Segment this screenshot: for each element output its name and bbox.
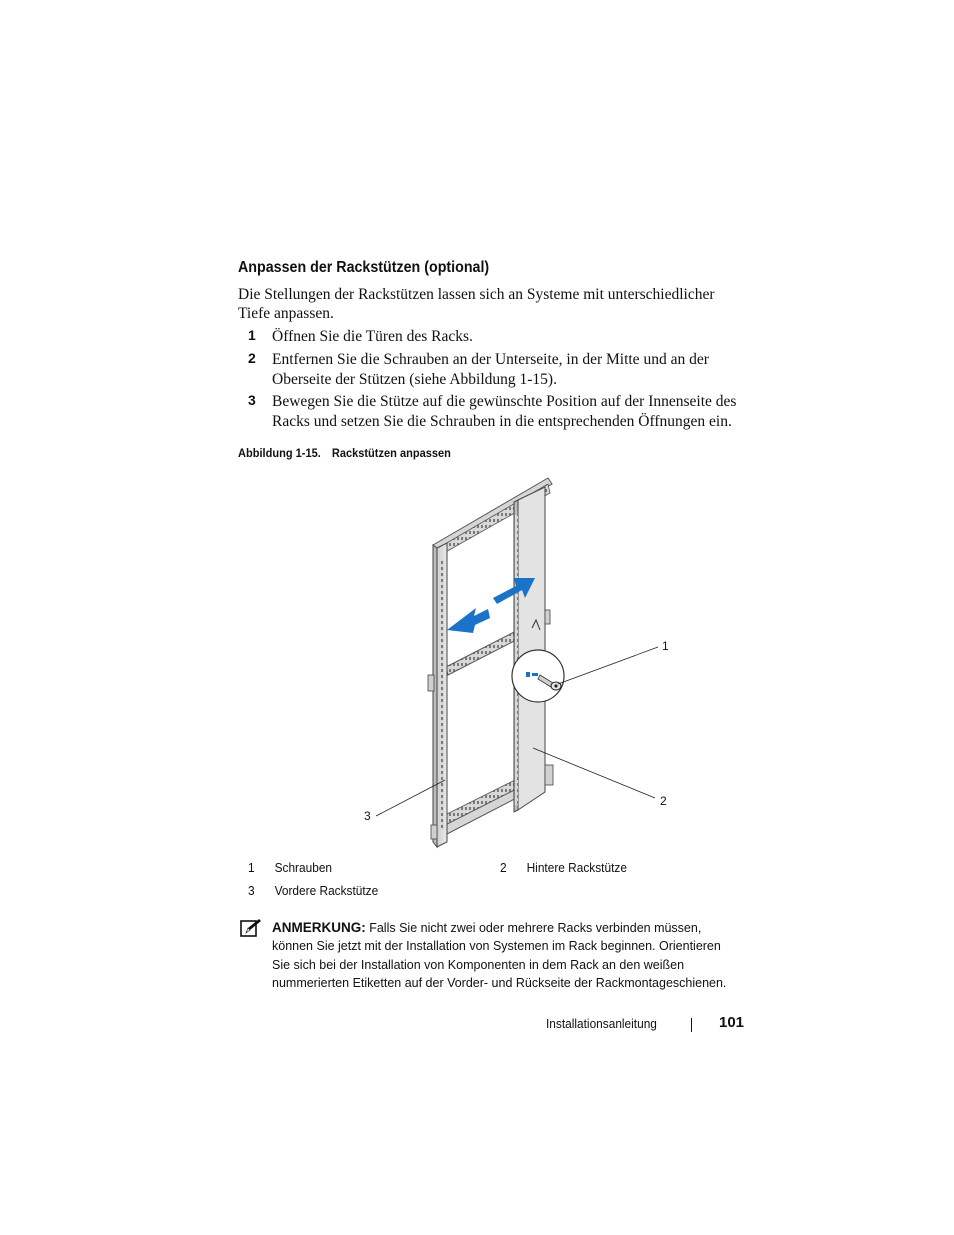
- middle-rail: [446, 628, 524, 675]
- step-text: Öffnen Sie die Türen des Racks.: [272, 328, 473, 345]
- callout-1: 1: [662, 639, 669, 653]
- intro-paragraph: Die Stellungen der Rackstützen lassen sich an Systeme mit unterschiedlicher Tiefe anpassen.: [238, 286, 715, 322]
- note-label: ANMERKUNG:: [272, 920, 366, 935]
- note-paragraph: [272, 919, 742, 992]
- rear-post: [518, 487, 545, 810]
- legend-item-1: [248, 861, 332, 875]
- legend-item-2: [500, 861, 627, 875]
- figure-caption: [238, 446, 451, 460]
- legend-number: 2: [500, 861, 507, 875]
- note-text: Falls Sie nicht zwei oder mehrere Racks verbinden müssen, können Sie jetzt mit der Installation von Systemen im Rack beginnen. Orientieren Sie sich bei der Installation von Komponenten in dem Rack an den weißen nummerierten Etiketten auf der Vorder- und Rückseite der Rackmontageschienen.: [272, 921, 727, 990]
- step-text: Entfernen Sie die Schrauben an der Unterseite, in der Mitte und an der Oberseite der Stützen (siehe Abbildung 1-15).: [272, 351, 709, 388]
- legend-number: 1: [248, 861, 255, 875]
- figure-number: Abbildung 1-15.: [238, 446, 321, 460]
- footer-separator: [691, 1018, 692, 1032]
- legend-label: Vordere Rackstütze: [274, 884, 379, 898]
- step-number: 2: [248, 350, 256, 366]
- step-text: Bewegen Sie die Stütze auf die gewünschte Position auf der Innenseite des Racks und setzen Sie die Schrauben in die entsprechenden Öffnungen ein.: [272, 393, 737, 430]
- legend-item-3: [248, 884, 378, 898]
- legend-label: Hintere Rackstütze: [526, 861, 627, 875]
- callout-3: 3: [364, 809, 371, 823]
- step-number: 1: [248, 327, 256, 343]
- legend-number: 3: [248, 884, 255, 898]
- legend-label: Schrauben: [274, 861, 333, 875]
- rack-post-illustration: [300, 470, 700, 860]
- callout-2: 2: [660, 794, 667, 808]
- section-heading: Anpassen der Rackstützen (optional): [238, 259, 490, 276]
- step-number: 3: [248, 392, 256, 408]
- figure-title: Rackstützen anpassen: [331, 446, 451, 460]
- footer-label: Installationsanleitung: [546, 1017, 657, 1031]
- move-direction-arrow: [447, 608, 490, 633]
- page-number: 101: [719, 1014, 745, 1031]
- pencil-note-icon: [240, 918, 262, 938]
